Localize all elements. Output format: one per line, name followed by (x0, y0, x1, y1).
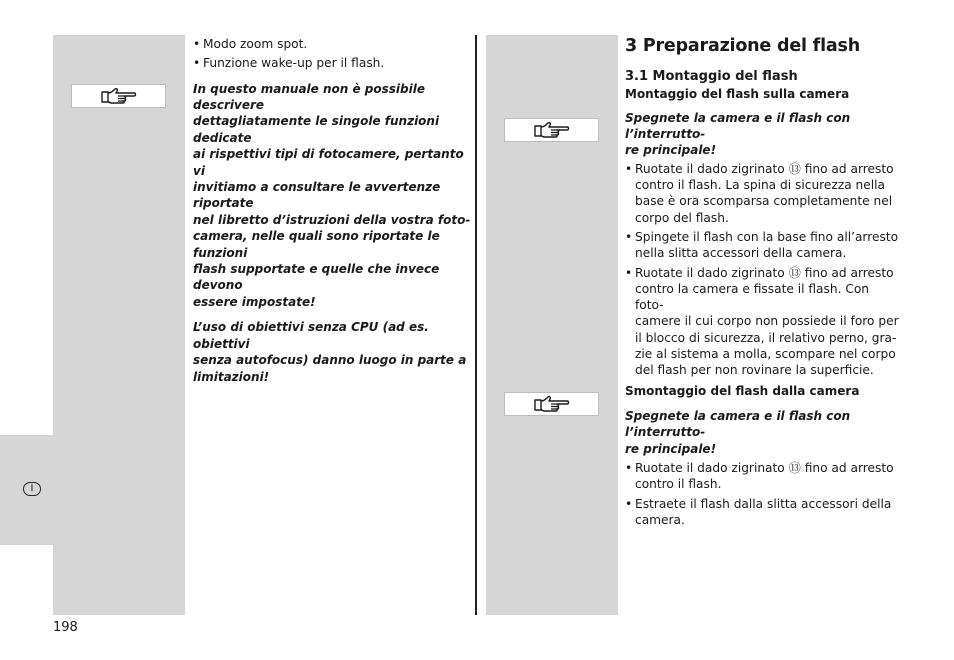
list-item: • Funzione wake-up per il flash. (193, 56, 385, 71)
note-non-cpu-lenses: L’uso di obiettivi senza CPU (ad es. obiettivi senza autofocus) danno luogo in parte a limitazioni! (193, 320, 467, 384)
note-cpu-functions: In questo manuale non è possibile descrivere dettagliatamente le singole funzioni dedicate ai rispettivi tipi di fotocamere, pertanto vi invitiamo a consultare le avvertenze riportate nel libretto d’istruzioni della vostra foto- camera, nelle quali sono riportate le funzioni flash supportate e quelle che invece devono essere impostate! (193, 81, 471, 309)
note-hand-box-2 (504, 118, 599, 142)
subsection-mount: Montaggio del flash sulla camera (625, 87, 850, 102)
subsection-unmount: Smontaggio del flash dalla camera (625, 383, 860, 398)
column-divider (475, 35, 477, 615)
warning-unmount: Spegnete la camera e il flash con l’interrutto- re principale! (625, 408, 851, 456)
note-hand-box-3 (504, 392, 599, 416)
section-title: 3.1 Montaggio del flash (625, 69, 798, 84)
list-item: • Ruotate il dado zigrinato ⑬ fino ad arresto contro la camera e fissate il flash. Con foto- camere il cui corpo non possiede il foro per il blocco di sicurezza, il relativo perno, gra- zie al sistema a molla, scompare nel corpo del flash per non rovinare la superficie. (625, 265, 899, 378)
page-number: 198 (53, 620, 78, 635)
language-badge: I (23, 482, 41, 496)
list-item: • Ruotate il dado zigrinato ⑬ fino ad arresto contro il flash. (625, 461, 894, 492)
pointing-hand-icon (533, 395, 571, 413)
pointing-hand-icon (533, 121, 571, 139)
left-column (193, 36, 473, 385)
chapter-title: 3 Preparazione del flash (625, 36, 860, 56)
right-column (625, 69, 900, 528)
list-item: • Ruotate il dado zigrinato ⑬ fino ad arresto contro il flash. La spina di sicurezza nella base è ora scomparsa completamente nel corpo del flash. (625, 161, 894, 225)
warning-mount: Spegnete la camera e il flash con l’interrutto- re principale! (625, 110, 851, 158)
list-item: • Spingete il flash con la base fino all’arresto nella slitta accessori della camera. (625, 230, 899, 261)
list-item: • Estraete il flash dalla slitta accessori della camera. (625, 496, 892, 528)
pointing-hand-icon (100, 87, 138, 105)
list-item: • Modo zoom spot. (193, 37, 308, 51)
note-hand-box-1 (71, 84, 166, 108)
left-margin-panel (53, 35, 185, 615)
